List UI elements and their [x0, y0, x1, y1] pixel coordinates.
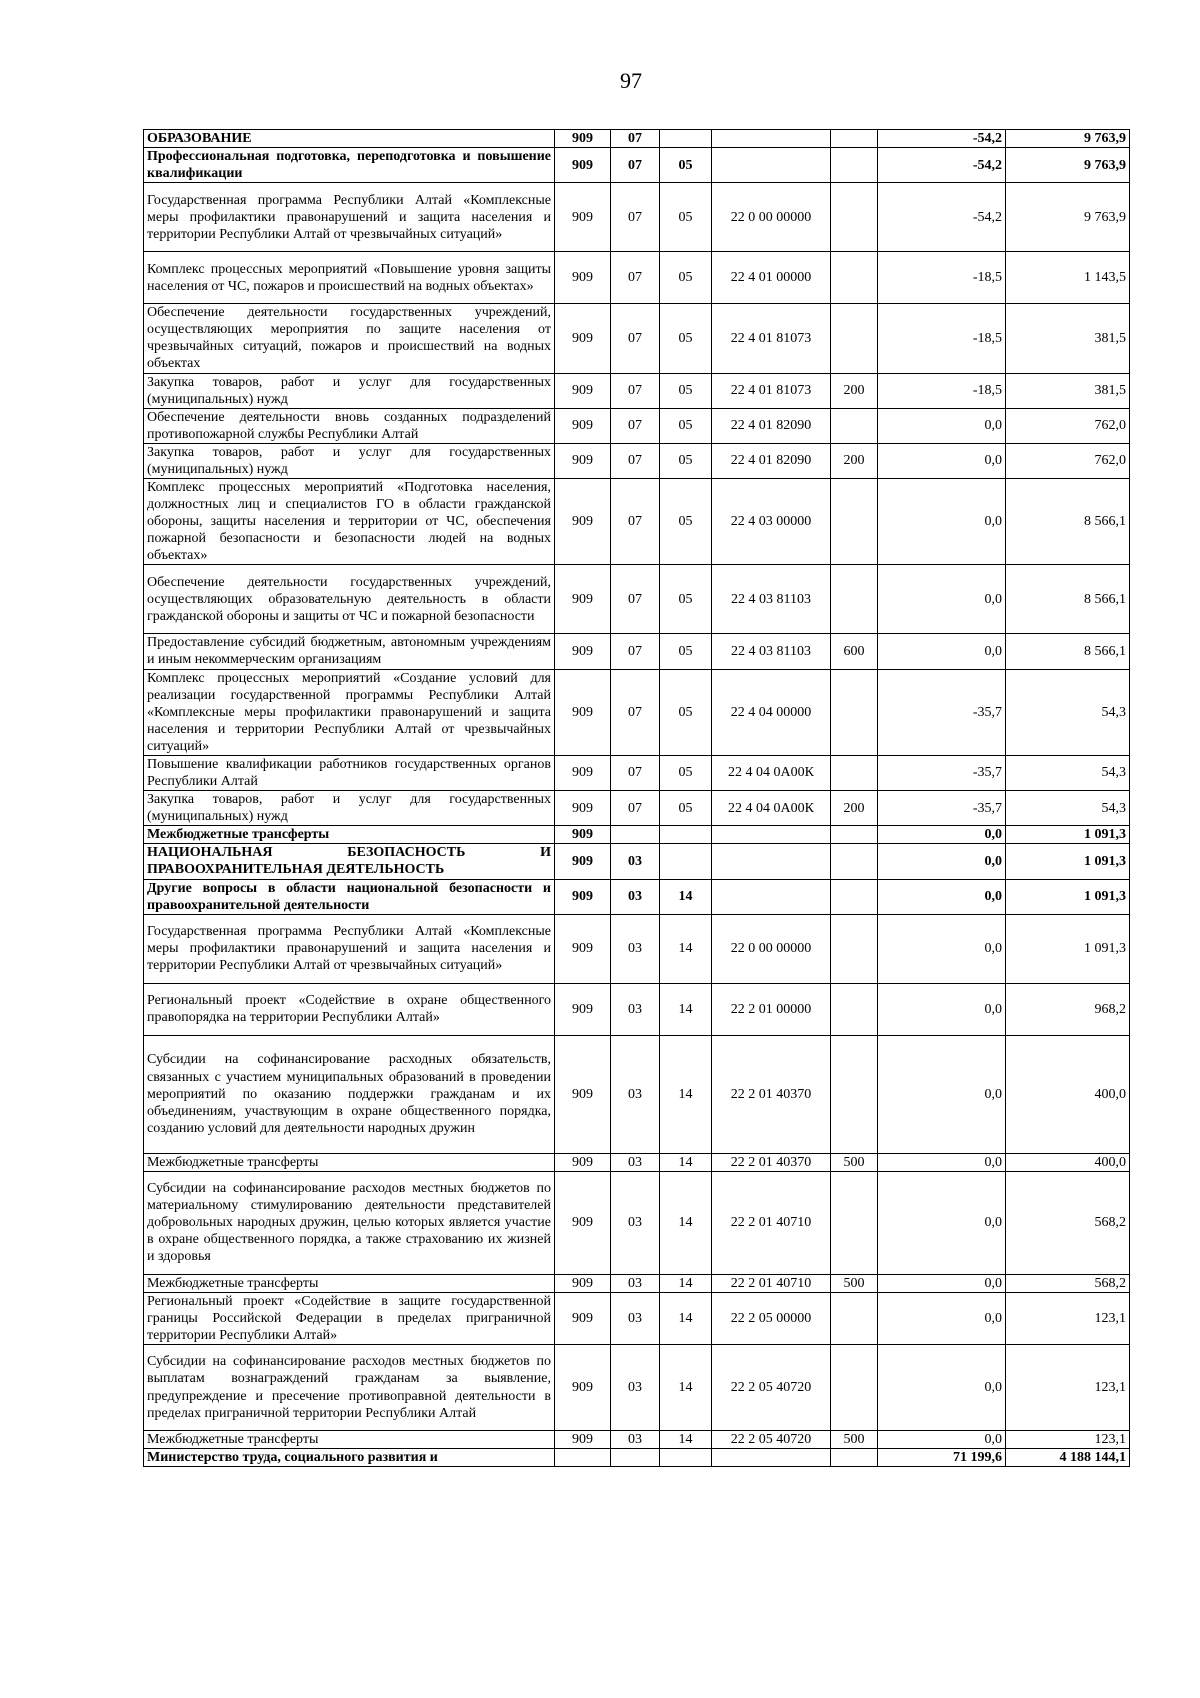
dept-code: 909 — [555, 408, 611, 443]
target-article: 22 4 03 00000 — [712, 479, 831, 565]
row-name: Профессиональная подготовка, переподготовка и повышение квалификации — [144, 148, 555, 183]
section-code: 07 — [611, 252, 660, 304]
dept-code: 909 — [555, 1345, 611, 1431]
dept-code: 909 — [555, 1153, 611, 1171]
expense-type — [831, 565, 878, 634]
total-amount: 123,1 — [1006, 1345, 1130, 1431]
expense-type — [831, 914, 878, 983]
total-amount: 54,3 — [1006, 669, 1130, 755]
section-code: 03 — [611, 1274, 660, 1292]
subsection-code: 14 — [660, 1153, 712, 1171]
dept-code: 909 — [555, 373, 611, 408]
dept-code: 909 — [555, 1171, 611, 1274]
dept-code: 909 — [555, 791, 611, 826]
section-code: 07 — [611, 443, 660, 478]
dept-code: 909 — [555, 755, 611, 790]
dept-code: 909 — [555, 304, 611, 373]
total-amount: 9 763,9 — [1006, 183, 1130, 252]
row-name: Закупка товаров, работ и услуг для государственных (муниципальных) нужд — [144, 791, 555, 826]
target-article: 22 2 01 40710 — [712, 1171, 831, 1274]
section-code: 03 — [611, 1035, 660, 1153]
change-amount: -35,7 — [878, 791, 1006, 826]
table-row — [144, 1345, 1130, 1431]
target-article: 22 4 01 81073 — [712, 304, 831, 373]
dept-code: 909 — [555, 148, 611, 183]
subsection-code: 05 — [660, 479, 712, 565]
subsection-code — [660, 1449, 712, 1467]
subsection-code: 14 — [660, 1431, 712, 1449]
change-amount: -54,2 — [878, 183, 1006, 252]
row-name: ОБРАЗОВАНИЕ — [144, 130, 555, 148]
target-article: 22 2 05 40720 — [712, 1345, 831, 1431]
subsection-code: 05 — [660, 304, 712, 373]
change-amount: -18,5 — [878, 252, 1006, 304]
target-article: 22 2 05 40720 — [712, 1431, 831, 1449]
change-amount: 0,0 — [878, 443, 1006, 478]
target-article: 22 2 01 00000 — [712, 983, 831, 1035]
change-amount: 0,0 — [878, 983, 1006, 1035]
table-row — [144, 983, 1130, 1035]
section-code: 07 — [611, 130, 660, 148]
section-code: 03 — [611, 879, 660, 914]
subsection-code: 14 — [660, 983, 712, 1035]
expense-type — [831, 826, 878, 844]
section-code: 03 — [611, 1292, 660, 1344]
section-code: 07 — [611, 791, 660, 826]
table-row — [144, 669, 1130, 755]
expense-type — [831, 755, 878, 790]
row-name: Региональный проект «Содействие в защите государственной границы Российской Федерации в пределах приграничной территории Республики Алтай» — [144, 1292, 555, 1344]
dept-code: 909 — [555, 634, 611, 669]
change-amount: 0,0 — [878, 565, 1006, 634]
row-name: Субсидии на софинансирование расходов местных бюджетов по материальному стимулированию деятельности представителей добровольных народных дружин, целью которых является участие в охране общественного порядка, а также страхованию их жизней и здоровья — [144, 1171, 555, 1274]
dept-code — [555, 1449, 611, 1467]
subsection-code: 14 — [660, 1171, 712, 1274]
row-name: Субсидии на софинансирование расходных обязательств, связанных с участием муниципальных образований в проведении мероприятий по оказанию поддержки гражданам и их объединениям, участвующим в охране общественного порядка, созданию условий для деятельности народных дружин — [144, 1035, 555, 1153]
section-code — [611, 1449, 660, 1467]
section-code — [611, 826, 660, 844]
dept-code: 909 — [555, 983, 611, 1035]
expense-type — [831, 252, 878, 304]
table-row — [144, 755, 1130, 790]
total-amount: 8 566,1 — [1006, 634, 1130, 669]
subsection-code — [660, 130, 712, 148]
expense-type — [831, 479, 878, 565]
budget-table-body — [144, 130, 1130, 1467]
target-article: 22 4 01 00000 — [712, 252, 831, 304]
row-name: Обеспечение деятельности вновь созданных подразделений противопожарной службы Республики Алтай — [144, 408, 555, 443]
table-row — [144, 634, 1130, 669]
change-amount: 0,0 — [878, 1431, 1006, 1449]
target-article: 22 4 04 0А00К — [712, 755, 831, 790]
total-amount: 4 188 144,1 — [1006, 1449, 1130, 1467]
table-row — [144, 130, 1130, 148]
dept-code: 909 — [555, 479, 611, 565]
subsection-code: 05 — [660, 373, 712, 408]
budget-table — [143, 129, 1130, 1467]
change-amount: 0,0 — [878, 914, 1006, 983]
expense-type — [831, 408, 878, 443]
target-article: 22 4 01 82090 — [712, 443, 831, 478]
dept-code: 909 — [555, 252, 611, 304]
subsection-code: 14 — [660, 1274, 712, 1292]
section-code: 07 — [611, 148, 660, 183]
subsection-code: 14 — [660, 1345, 712, 1431]
dept-code: 909 — [555, 914, 611, 983]
row-name: Субсидии на софинансирование расходов местных бюджетов по выплатам вознаграждений гражданам за выявление, предупреждение и пресечение противоправной деятельности в пределах приграничной территории Республики Алтай — [144, 1345, 555, 1431]
target-article — [712, 844, 831, 879]
table-row — [144, 373, 1130, 408]
target-article: 22 4 01 81073 — [712, 373, 831, 408]
total-amount: 568,2 — [1006, 1171, 1130, 1274]
target-article — [712, 148, 831, 183]
change-amount: 0,0 — [878, 1345, 1006, 1431]
total-amount: 54,3 — [1006, 755, 1130, 790]
total-amount: 1 091,3 — [1006, 879, 1130, 914]
change-amount: 0,0 — [878, 634, 1006, 669]
table-row — [144, 479, 1130, 565]
total-amount: 1 091,3 — [1006, 826, 1130, 844]
dept-code: 909 — [555, 669, 611, 755]
subsection-code: 05 — [660, 565, 712, 634]
subsection-code: 05 — [660, 183, 712, 252]
change-amount: -54,2 — [878, 130, 1006, 148]
expense-type — [831, 183, 878, 252]
dept-code: 909 — [555, 826, 611, 844]
change-amount: 0,0 — [878, 1292, 1006, 1344]
row-name: Государственная программа Республики Алтай «Комплексные меры профилактики правонарушений и защита населения и территории Республики Алтай от чрезвычайных ситуаций» — [144, 914, 555, 983]
section-code: 07 — [611, 565, 660, 634]
total-amount: 762,0 — [1006, 408, 1130, 443]
section-code: 03 — [611, 914, 660, 983]
row-name: Обеспечение деятельности государственных учреждений, осуществляющих образовательную деятельность в области гражданской обороны и защиты от ЧС и пожарной безопасности — [144, 565, 555, 634]
row-name: Другие вопросы в области национальной безопасности и правоохранительной деятельности — [144, 879, 555, 914]
table-row — [144, 914, 1130, 983]
table-row — [144, 304, 1130, 373]
target-article: 22 4 03 81103 — [712, 634, 831, 669]
subsection-code: 05 — [660, 408, 712, 443]
row-name: Повышение квалификации работников государственных органов Республики Алтай — [144, 755, 555, 790]
row-name: НАЦИОНАЛЬНАЯ БЕЗОПАСНОСТЬ И ПРАВООХРАНИТЕЛЬНАЯ ДЕЯТЕЛЬНОСТЬ — [144, 844, 555, 879]
total-amount: 568,2 — [1006, 1274, 1130, 1292]
expense-type — [831, 130, 878, 148]
total-amount: 8 566,1 — [1006, 565, 1130, 634]
table-row — [144, 408, 1130, 443]
table-row — [144, 1292, 1130, 1344]
expense-type — [831, 1449, 878, 1467]
subsection-code: 05 — [660, 148, 712, 183]
row-name: Межбюджетные трансферты — [144, 826, 555, 844]
section-code: 03 — [611, 844, 660, 879]
table-row — [144, 252, 1130, 304]
expense-type — [831, 1292, 878, 1344]
expense-type: 500 — [831, 1274, 878, 1292]
dept-code: 909 — [555, 844, 611, 879]
section-code: 07 — [611, 479, 660, 565]
subsection-code: 14 — [660, 1292, 712, 1344]
target-article: 22 2 01 40710 — [712, 1274, 831, 1292]
change-amount: 0,0 — [878, 1171, 1006, 1274]
expense-type: 200 — [831, 373, 878, 408]
table-row — [144, 183, 1130, 252]
target-article — [712, 826, 831, 844]
target-article: 22 4 01 82090 — [712, 408, 831, 443]
table-row — [144, 1274, 1130, 1292]
subsection-code: 05 — [660, 669, 712, 755]
section-code: 07 — [611, 183, 660, 252]
total-amount: 400,0 — [1006, 1153, 1130, 1171]
table-row — [144, 148, 1130, 183]
change-amount: -18,5 — [878, 373, 1006, 408]
total-amount: 123,1 — [1006, 1292, 1130, 1344]
change-amount: 0,0 — [878, 1035, 1006, 1153]
expense-type — [831, 879, 878, 914]
total-amount: 1 143,5 — [1006, 252, 1130, 304]
expense-type — [831, 148, 878, 183]
section-code: 07 — [611, 755, 660, 790]
table-row — [144, 1431, 1130, 1449]
target-article: 22 4 04 0А00К — [712, 791, 831, 826]
target-article: 22 0 00 00000 — [712, 183, 831, 252]
total-amount: 1 091,3 — [1006, 844, 1130, 879]
section-code: 03 — [611, 1345, 660, 1431]
expense-type: 500 — [831, 1431, 878, 1449]
dept-code: 909 — [555, 879, 611, 914]
total-amount: 381,5 — [1006, 304, 1130, 373]
dept-code: 909 — [555, 565, 611, 634]
subsection-code: 14 — [660, 1035, 712, 1153]
expense-type — [831, 983, 878, 1035]
table-row — [144, 791, 1130, 826]
expense-type — [831, 1345, 878, 1431]
section-code: 03 — [611, 1153, 660, 1171]
subsection-code: 05 — [660, 791, 712, 826]
table-row — [144, 1153, 1130, 1171]
expense-type: 200 — [831, 791, 878, 826]
dept-code: 909 — [555, 443, 611, 478]
row-name: Министерство труда, социального развития и — [144, 1449, 555, 1467]
change-amount: -35,7 — [878, 669, 1006, 755]
change-amount: 0,0 — [878, 1153, 1006, 1171]
expense-type — [831, 1171, 878, 1274]
change-amount: 0,0 — [878, 826, 1006, 844]
total-amount: 968,2 — [1006, 983, 1130, 1035]
change-amount: 0,0 — [878, 479, 1006, 565]
row-name: Закупка товаров, работ и услуг для государственных (муниципальных) нужд — [144, 373, 555, 408]
table-row — [144, 879, 1130, 914]
table-row — [144, 826, 1130, 844]
target-article: 22 2 01 40370 — [712, 1153, 831, 1171]
subsection-code — [660, 844, 712, 879]
row-name: Закупка товаров, работ и услуг для государственных (муниципальных) нужд — [144, 443, 555, 478]
change-amount: -18,5 — [878, 304, 1006, 373]
target-article — [712, 879, 831, 914]
dept-code: 909 — [555, 183, 611, 252]
change-amount: -35,7 — [878, 755, 1006, 790]
table-row — [144, 443, 1130, 478]
section-code: 07 — [611, 373, 660, 408]
section-code: 03 — [611, 1171, 660, 1274]
total-amount: 762,0 — [1006, 443, 1130, 478]
target-article — [712, 130, 831, 148]
expense-type: 200 — [831, 443, 878, 478]
subsection-code: 05 — [660, 443, 712, 478]
row-name: Комплекс процессных мероприятий «Повышение уровня защиты населения от ЧС, пожаров и происшествий на водных объектах» — [144, 252, 555, 304]
row-name: Обеспечение деятельности государственных учреждений, осуществляющих мероприятия по защите населения от чрезвычайных ситуаций, пожаров и происшествий на водных объектах — [144, 304, 555, 373]
subsection-code: 05 — [660, 634, 712, 669]
total-amount: 400,0 — [1006, 1035, 1130, 1153]
table-row — [144, 565, 1130, 634]
target-article: 22 4 03 81103 — [712, 565, 831, 634]
change-amount: 71 199,6 — [878, 1449, 1006, 1467]
total-amount: 9 763,9 — [1006, 130, 1130, 148]
row-name: Межбюджетные трансферты — [144, 1153, 555, 1171]
change-amount: 0,0 — [878, 844, 1006, 879]
row-name: Государственная программа Республики Алтай «Комплексные меры профилактики правонарушений и защита населения и территории Республики Алтай от чрезвычайных ситуаций» — [144, 183, 555, 252]
section-code: 07 — [611, 669, 660, 755]
section-code: 07 — [611, 304, 660, 373]
dept-code: 909 — [555, 1292, 611, 1344]
subsection-code — [660, 826, 712, 844]
row-name: Региональный проект «Содействие в охране общественного правопорядка на территории Республики Алтай» — [144, 983, 555, 1035]
target-article: 22 2 05 00000 — [712, 1292, 831, 1344]
subsection-code: 05 — [660, 755, 712, 790]
change-amount: 0,0 — [878, 408, 1006, 443]
row-name: Межбюджетные трансферты — [144, 1431, 555, 1449]
dept-code: 909 — [555, 1274, 611, 1292]
subsection-code: 05 — [660, 252, 712, 304]
target-article: 22 4 04 00000 — [712, 669, 831, 755]
row-name: Межбюджетные трансферты — [144, 1274, 555, 1292]
expense-type — [831, 1035, 878, 1153]
row-name: Комплекс процессных мероприятий «Подготовка населения, должностных лиц и специалистов ГО в области гражданской обороны, защиты населения и территории от ЧС, обеспечения пожарной безопасности и безопасности людей на водных объектах» — [144, 479, 555, 565]
page-number: 97 — [620, 68, 642, 93]
change-amount: -54,2 — [878, 148, 1006, 183]
table-row — [144, 844, 1130, 879]
target-article: 22 0 00 00000 — [712, 914, 831, 983]
change-amount: 0,0 — [878, 1274, 1006, 1292]
row-name: Предоставление субсидий бюджетным, автономным учреждениям и иным некоммерческим организациям — [144, 634, 555, 669]
dept-code: 909 — [555, 1035, 611, 1153]
dept-code: 909 — [555, 130, 611, 148]
change-amount: 0,0 — [878, 879, 1006, 914]
total-amount: 9 763,9 — [1006, 148, 1130, 183]
total-amount: 54,3 — [1006, 791, 1130, 826]
subsection-code: 14 — [660, 914, 712, 983]
section-code: 03 — [611, 1431, 660, 1449]
total-amount: 123,1 — [1006, 1431, 1130, 1449]
section-code: 03 — [611, 983, 660, 1035]
expense-type: 600 — [831, 634, 878, 669]
expense-type — [831, 844, 878, 879]
subsection-code: 14 — [660, 879, 712, 914]
expense-type: 500 — [831, 1153, 878, 1171]
table-row — [144, 1449, 1130, 1467]
total-amount: 8 566,1 — [1006, 479, 1130, 565]
target-article — [712, 1449, 831, 1467]
row-name: Комплекс процессных мероприятий «Создание условий для реализации государственной программы Республики Алтай «Комплексные меры профилактики правонарушений и защита населения и территории Республики Алтай от чрезвычайных ситуаций» — [144, 669, 555, 755]
total-amount: 381,5 — [1006, 373, 1130, 408]
total-amount: 1 091,3 — [1006, 914, 1130, 983]
dept-code: 909 — [555, 1431, 611, 1449]
section-code: 07 — [611, 634, 660, 669]
target-article: 22 2 01 40370 — [712, 1035, 831, 1153]
expense-type — [831, 304, 878, 373]
expense-type — [831, 669, 878, 755]
section-code: 07 — [611, 408, 660, 443]
table-row — [144, 1035, 1130, 1153]
table-row — [144, 1171, 1130, 1274]
